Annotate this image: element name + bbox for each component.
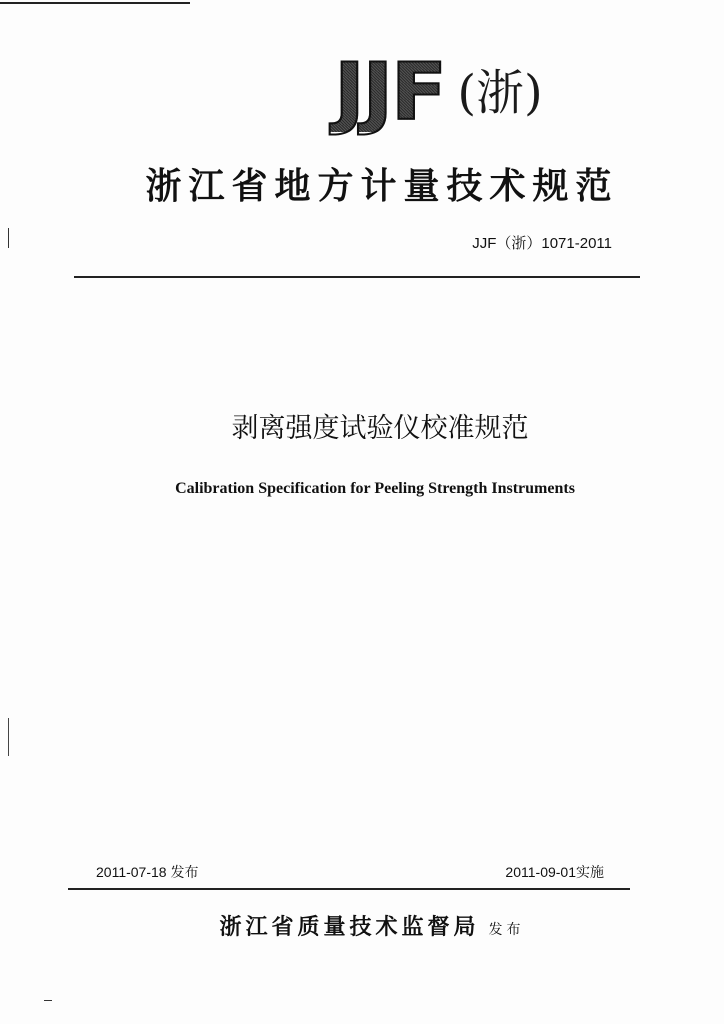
divider — [74, 276, 640, 278]
scan-artifact — [0, 2, 190, 4]
issuer-action: 发布 — [488, 922, 525, 938]
issuer-name: 浙江省质量技术监督局 — [219, 914, 480, 940]
logo-suffix: (浙) — [457, 65, 543, 121]
issuer-line — [0, 910, 724, 941]
logo-mark: JJF — [330, 54, 449, 132]
scan-artifact — [44, 1000, 52, 1001]
document-title-english: Calibration Specification for Peeling Strength Instruments — [175, 480, 575, 497]
issue-date: 2011-07-18 发布 — [96, 864, 199, 880]
standard-number: JJF（浙）1071-2011 — [472, 235, 612, 252]
implementation-date: 2011-09-01实施 — [505, 864, 604, 880]
document-title-chinese: 剥离强度试验仪校准规范 — [231, 413, 529, 444]
divider — [68, 888, 630, 890]
standard-type-heading: 浙江省地方计量技术规范 — [145, 165, 619, 207]
scan-artifact — [8, 228, 9, 248]
jjf-logo — [330, 48, 630, 138]
scan-artifact — [8, 718, 9, 756]
